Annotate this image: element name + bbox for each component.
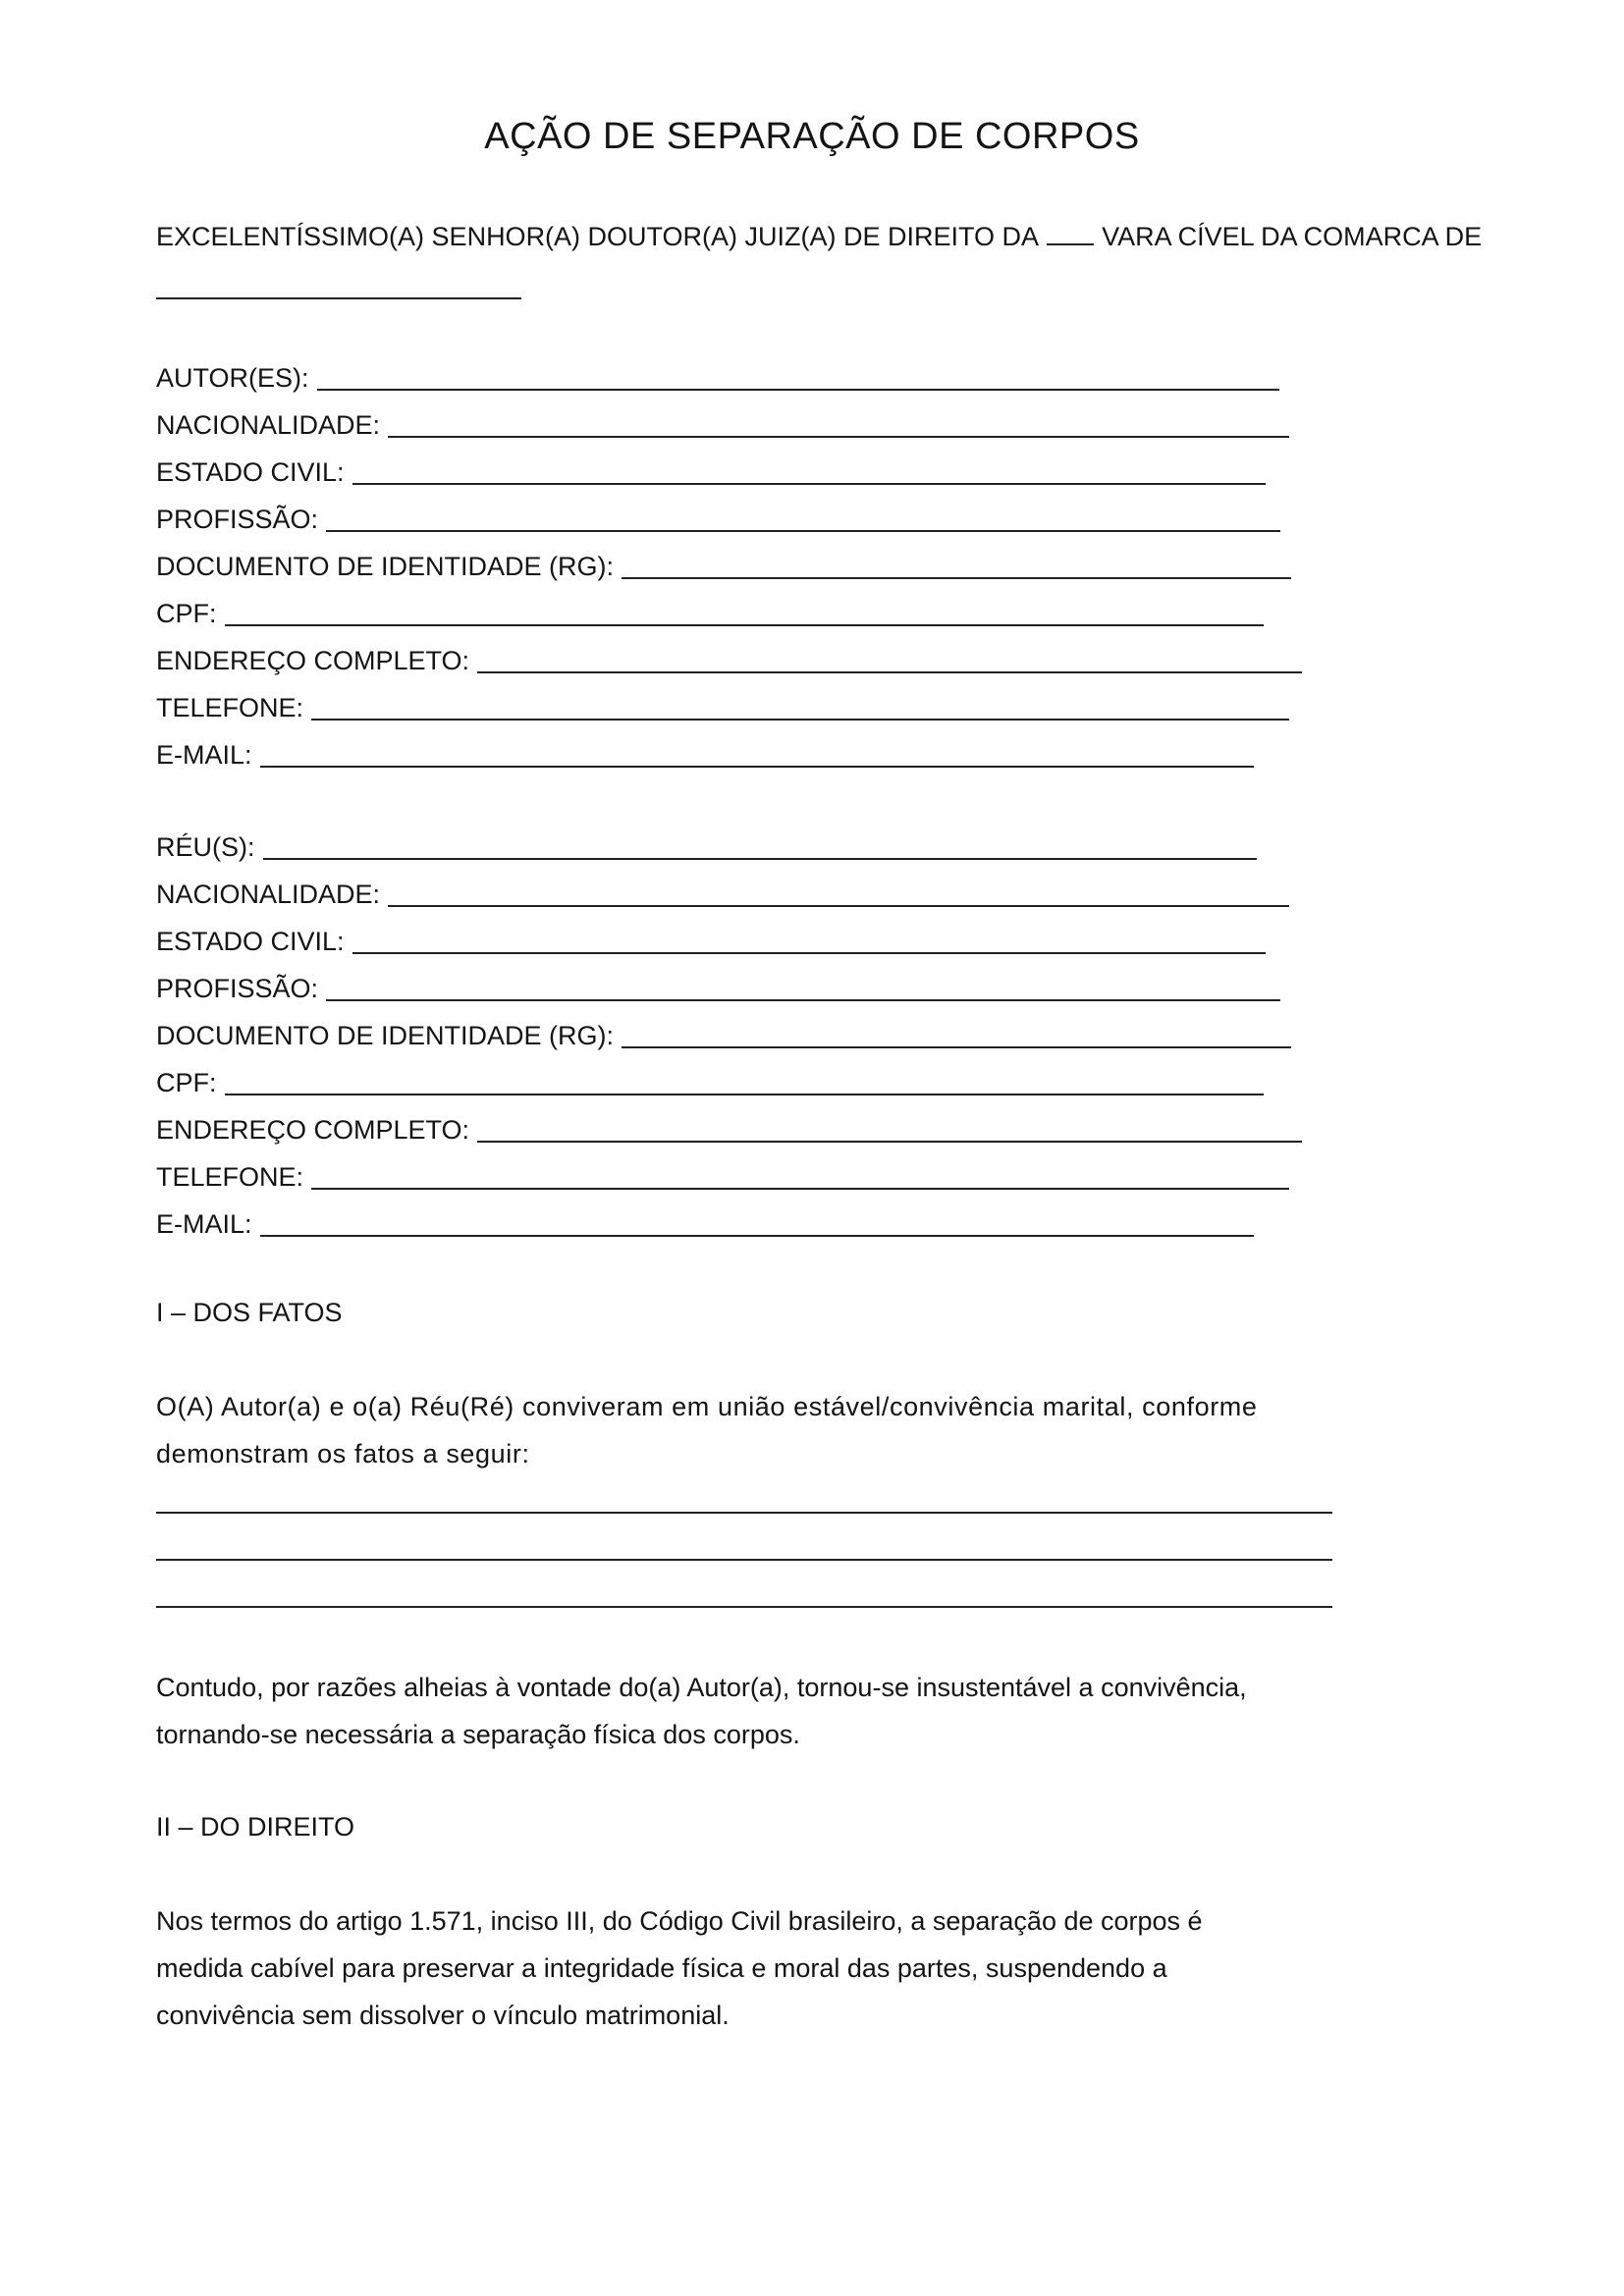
reu-profession-blank[interactable]: [326, 978, 1280, 1001]
reu-profession-field: [156, 972, 1280, 1005]
reu-email-field: [156, 1207, 1254, 1241]
law-paragraph-line1: Nos termos do artigo 1.571, inciso III, do Código Civil brasileiro, a separação de corpos é: [156, 1906, 1203, 1936]
facts-paragraph-line2: demonstram os fatos a seguir:: [156, 1439, 530, 1468]
autor-profession-field: [156, 503, 1280, 536]
autor-civil-status-blank[interactable]: [352, 461, 1266, 485]
section-heading-facts: I – DOS FATOS: [156, 1298, 343, 1327]
reu-civil-status-blank[interactable]: [352, 931, 1266, 954]
reu-nationality-label: NACIONALIDADE:: [156, 880, 381, 909]
reu-rg-label: DOCUMENTO DE IDENTIDADE (RG):: [156, 1021, 615, 1050]
section-heading-law: II – DO DIREITO: [156, 1812, 355, 1842]
autor-address-label: ENDEREÇO COMPLETO:: [156, 646, 470, 675]
autor-rg-label: DOCUMENTO DE IDENTIDADE (RG):: [156, 552, 615, 581]
reu-email-label: E-MAIL:: [156, 1209, 252, 1239]
reu-nationality-blank[interactable]: [388, 883, 1289, 907]
facts-blank-line-1[interactable]: [156, 1512, 1332, 1514]
vara-number-blank[interactable]: [1047, 224, 1094, 245]
reu-phone-label: TELEFONE:: [156, 1162, 304, 1192]
autor-email-label: E-MAIL:: [156, 740, 252, 770]
autor-party-blank[interactable]: [317, 367, 1279, 391]
autor-civil-status-label: ESTADO CIVIL:: [156, 457, 345, 487]
reu-email-blank[interactable]: [260, 1213, 1254, 1237]
autor-party-field: [156, 361, 1279, 395]
autor-phone-blank[interactable]: [311, 697, 1289, 721]
court-address-prefix: EXCELENTÍSSIMO(A) SENHOR(A) DOUTOR(A) JUIZ(A) DE DIREITO DA: [156, 222, 1040, 251]
reu-party-label: RÉU(S):: [156, 832, 255, 862]
facts-paragraph-line1: O(A) Autor(a) e o(a) Réu(Ré) conviveram em união estável/convivência marital, conforme: [156, 1392, 1258, 1421]
facts-paragraph2-line1: Contudo, por razões alheias à vontade do(a) Autor(a), tornou-se insustentável a convivência,: [156, 1673, 1247, 1702]
reu-cpf-blank[interactable]: [225, 1072, 1264, 1095]
autor-party-label: AUTOR(ES):: [156, 363, 309, 393]
reu-address-field: [156, 1113, 1302, 1147]
autor-rg-field: [156, 550, 1291, 583]
court-address-suffix: VARA CÍVEL DA COMARCA DE: [1102, 222, 1483, 251]
autor-email-field: [156, 738, 1254, 772]
autor-nationality-label: NACIONALIDADE:: [156, 410, 381, 440]
reu-rg-blank[interactable]: [622, 1025, 1291, 1048]
autor-nationality-field: [156, 408, 1289, 442]
reu-civil-status-field: [156, 925, 1266, 958]
autor-rg-blank[interactable]: [622, 556, 1291, 579]
reu-phone-blank[interactable]: [311, 1166, 1289, 1190]
autor-email-blank[interactable]: [260, 744, 1254, 768]
reu-address-blank[interactable]: [477, 1119, 1302, 1143]
reu-civil-status-label: ESTADO CIVIL:: [156, 927, 345, 956]
reu-party-blank[interactable]: [263, 836, 1257, 860]
autor-cpf-label: CPF:: [156, 599, 217, 628]
autor-cpf-blank[interactable]: [225, 603, 1264, 626]
facts-paragraph2-line2: tornando-se necessária a separação física dos corpos.: [156, 1720, 800, 1749]
autor-address-field: [156, 644, 1302, 677]
autor-address-blank[interactable]: [477, 650, 1302, 673]
autor-profession-blank[interactable]: [326, 508, 1280, 532]
autor-nationality-blank[interactable]: [388, 414, 1289, 438]
autor-civil-status-field: [156, 455, 1266, 489]
reu-phone-field: [156, 1160, 1289, 1194]
reu-address-label: ENDEREÇO COMPLETO:: [156, 1115, 470, 1145]
autor-profession-label: PROFISSÃO:: [156, 505, 319, 534]
reu-cpf-field: [156, 1066, 1264, 1099]
reu-party-field: [156, 830, 1257, 864]
law-paragraph-line2: medida cabível para preservar a integridade física e moral das partes, suspendendo a: [156, 1953, 1167, 1983]
facts-blank-line-2[interactable]: [156, 1559, 1332, 1561]
law-paragraph-line3: convivência sem dissolver o vínculo matrimonial.: [156, 2001, 730, 2030]
reu-nationality-field: [156, 878, 1289, 911]
autor-cpf-field: [156, 597, 1264, 630]
reu-cpf-label: CPF:: [156, 1068, 217, 1097]
autor-phone-label: TELEFONE:: [156, 693, 304, 722]
facts-blank-line-3[interactable]: [156, 1606, 1332, 1608]
reu-profession-label: PROFISSÃO:: [156, 974, 319, 1003]
comarca-blank[interactable]: [156, 297, 521, 299]
document-title: AÇÃO DE SEPARAÇÃO DE CORPOS: [484, 116, 1140, 157]
autor-phone-field: [156, 691, 1289, 724]
court-address-line: [156, 220, 1482, 253]
reu-rg-field: [156, 1019, 1291, 1052]
